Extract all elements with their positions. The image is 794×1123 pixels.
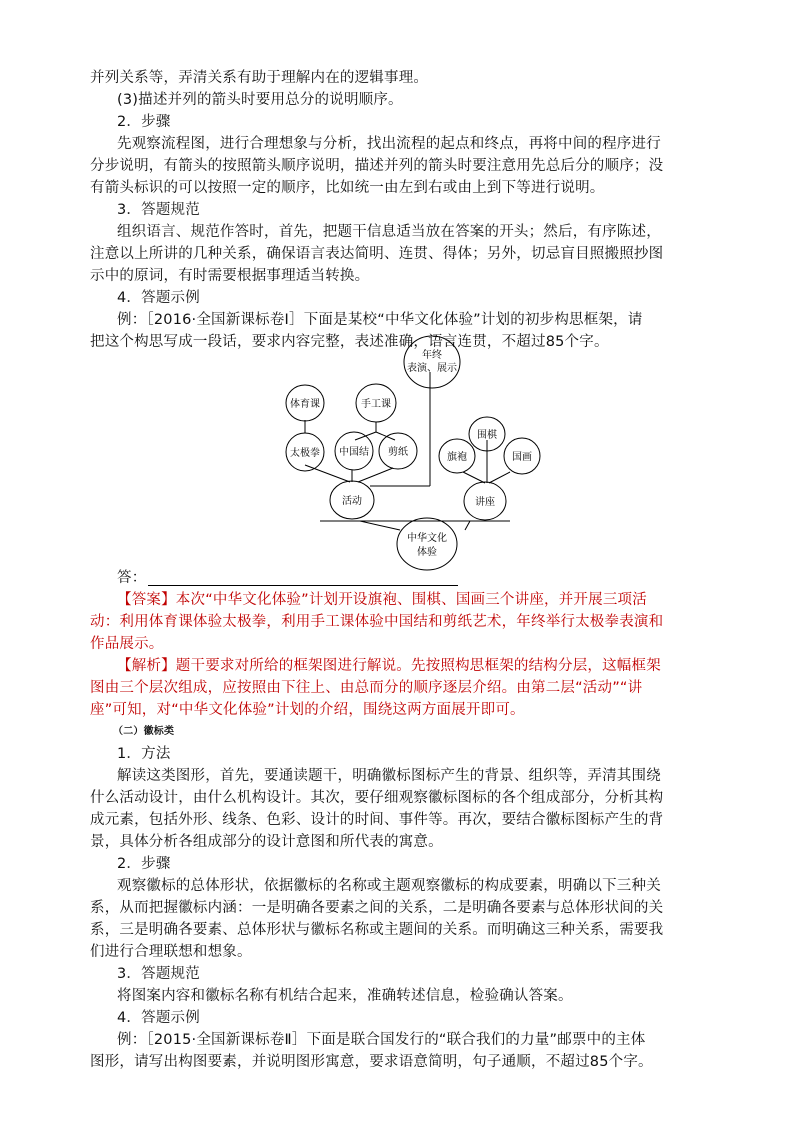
lecture-label: 讲座 <box>475 497 495 508</box>
text-line: 系，从而把握徽标内涵：一是明确各要素之间的关系，二是明确各要素与总体形状间的关 <box>90 900 664 916</box>
connector-line <box>463 472 485 483</box>
answer-blank-line <box>148 585 458 586</box>
connector-line <box>358 468 393 482</box>
text-line: 景，具体分析各组成部分的设计意图和所代表的寓意。 <box>90 834 443 850</box>
text-line: 例：［2015·全国新课标卷Ⅱ］下面是联合国发行的“联合我们的力量”邮票中的主体 <box>117 1032 646 1048</box>
pe-label: 体育课 <box>290 399 320 410</box>
connector-line <box>465 521 470 530</box>
analysis-text: 【解析】题干要求对所给的框架图进行解说。先按照构思框架的结构分层，这幅框架 <box>117 658 661 674</box>
subsection-heading: 4．答题示例 <box>117 290 200 306</box>
text-line: 先观察流程图，进行合理想象与分析，找出流程的起点和终点，再将中间的程序进行 <box>117 136 661 152</box>
papercut-label: 剪纸 <box>388 447 408 458</box>
connector-line <box>376 432 395 440</box>
answer-text: 动：利用体育课体验太极拳，利用手工课体验中国结和剪纸艺术，年终举行太极拳表演和 <box>90 614 664 630</box>
weiqi-label: 围棋 <box>477 430 497 441</box>
text-line: 解读这类图形，首先，要通读题干，明确徽标图标产生的背景、组织等，弄清其围绕 <box>117 768 661 784</box>
subsection-heading: 3．答题规范 <box>117 202 200 218</box>
knot-label: 中国结 <box>339 447 369 458</box>
text-line: 并列关系等，弄清关系有助于理解内在的逻辑事理。 <box>90 70 429 86</box>
root-node <box>397 518 457 570</box>
text-line: 成元素，包括外形、线条、色彩、设计的时间、事件等。再次，要结合徽标图标产生的背 <box>90 812 664 828</box>
text-line: 们进行合理联想和想象。 <box>90 944 252 960</box>
section-heading: （二）徽标类 <box>113 726 175 737</box>
analysis-text: 图由三个层次组成，应按照由下往上、由总而分的顺序逐层介绍。由第二层“活动”“讲 <box>90 680 643 696</box>
text-line: 注意以上所讲的几种关系，确保语言表达简明、连贯、得体；另外，切忌盲目照搬照抄图 <box>90 246 664 262</box>
text-line: 什么活动设计，由什么机构设计。其次，要仔细观察徽标图标的各个组成部分，分析其构 <box>90 790 664 806</box>
text-line: 系，三是明确各要素、总体形状与徽标名称或主题间的关系。而明确这三种关系，需要我 <box>90 922 664 938</box>
yearend-label-2: 表演、展示 <box>407 363 457 374</box>
text-line: 将图案内容和徽标名称有机结合起来，准确转述信息，检验确认答案。 <box>117 988 573 1004</box>
subsection-heading: 1．方法 <box>117 746 171 762</box>
text-line: 把这个构思写成一段话，要求内容完整，表述准确，语言连贯，不超过85个字。 <box>90 334 609 350</box>
text-line: 观察徽标的总体形状，依据徽标的名称或主题观察徽标的构成要素，明确以下三种关 <box>117 878 661 894</box>
text-line: 有箭头标识的可以按照一定的顺序，比如统一由左到右或由上到下等进行说明。 <box>90 180 605 196</box>
text-line: 分步说明，有箭头的按照箭头顺序说明，描述并列的箭头时要注意用先总后分的顺序；没 <box>90 158 664 174</box>
answer-text: 作品展示。 <box>90 636 164 652</box>
text-line: 示中的原词，有时需要根据事理适当转换。 <box>90 268 370 284</box>
text-line: 组织语言、规范作答时，首先，把题干信息适当放在答案的开头；然后，有序陈述， <box>117 224 661 240</box>
subsection-heading: 2．步骤 <box>117 856 171 872</box>
activity-label: 活动 <box>342 496 362 507</box>
yearend-node <box>404 336 460 388</box>
text-line: 例：［2016·全国新课标卷Ⅰ］下面是某校“中华文化体验”计划的初步构思框架，请 <box>117 312 643 328</box>
root-label-2: 体验 <box>417 547 437 558</box>
text-line: (3)描述并列的箭头时要用总分的说明顺序。 <box>117 92 403 108</box>
text-line: 图形，请写出构图要素，并说明图形寓意，要求语意简明，句子通顺，不超过85个字。 <box>90 1054 653 1070</box>
painting-label: 国画 <box>512 452 532 463</box>
connector-line <box>360 521 400 530</box>
subsection-heading: 2．步骤 <box>117 114 171 130</box>
answer-text: 【答案】本次“中华文化体验”计划开设旗袍、围棋、国画三个讲座，并开展三项活 <box>117 592 647 608</box>
answer-prompt: 答： <box>117 570 147 586</box>
subsection-heading: 4．答题示例 <box>117 1010 200 1026</box>
qipao-label: 旗袍 <box>447 452 467 463</box>
yearend-label-1: 年终 <box>422 350 442 361</box>
analysis-text: 座”可知，对“中华文化体验”计划的介绍，围绕这两方面展开即可。 <box>90 702 525 718</box>
taiji-label: 太极拳 <box>290 448 320 459</box>
root-label-1: 中华文化 <box>407 533 447 544</box>
connector-line <box>489 472 510 483</box>
handcraft-label: 手工课 <box>361 399 391 410</box>
subsection-heading: 3．答题规范 <box>117 966 200 982</box>
connector-line <box>305 465 350 482</box>
